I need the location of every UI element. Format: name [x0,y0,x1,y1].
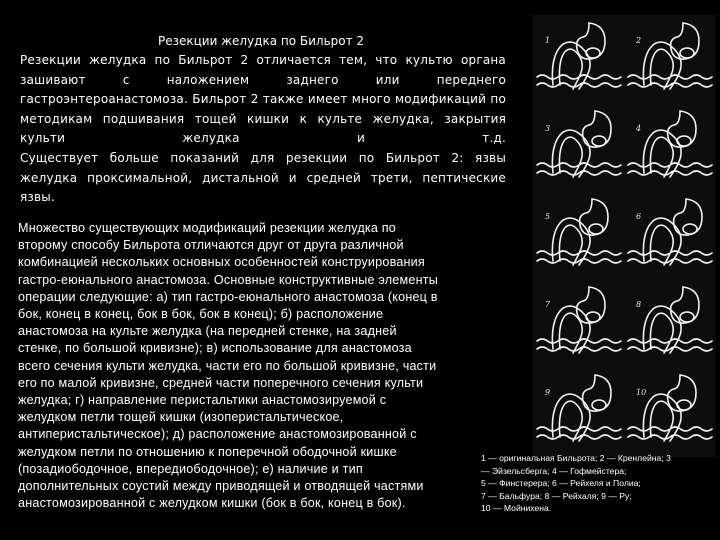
colon-outline [537,259,621,263]
body-line: комбинацией нескольких основных особенностей конструирования [18,255,425,270]
anastomosis-outline [589,224,603,234]
body-line: желудком петли по отношению к поперечной ободочной кишке [18,444,397,459]
body-line: антиперистальтическое); д) расположение анастомозированной с [18,427,417,442]
anastomosis-outline [586,48,600,58]
resection-diagrams-drawing [533,15,715,457]
diagram-number: 8 [636,300,642,309]
colon-outline [537,171,621,175]
anastomosis-outline [680,48,694,58]
body-line: второму способу Бильрота отличаются друг от друга различной [18,238,404,253]
body-line: желудком петли тощей кишки (изоперистальтическое, [18,410,344,425]
colon-outline [628,171,712,175]
diagram-number: 4 [636,124,642,133]
intro-paragraph: Резекции желудка по Бильрот 2 отличается тем, что культю органа зашивают с наложением заднего или переднего гастроэнтероанастомоза. Бильрот 2 также имеет много модификаций по методикам подшивания тощей кишки к культе желудка, закрытия культи желудка и т.д. [20,53,506,146]
colon-outline [628,83,712,87]
body-line: желудка; г) направление перистальтики анастомозируемой с [18,393,387,408]
body-line: стенке, по большой кривизне); в) использование для анастомоза [18,341,412,356]
body-line: (позадиободочное, впередиободочное); е) наличие и тип [18,461,363,476]
body-line: его по малой кривизне, средней части поперечного сечения культи [18,375,424,390]
caption-line: 1 — оригинальная Бильрота; 2 — Кренлейна; 3 [481,453,671,463]
colon-outline [628,347,712,351]
anastomosis-outline [677,400,691,410]
anastomosis-outline [677,136,691,146]
caption-line: 7 — Бальфура; 8 — Рейхаля; 9 — Ру; [481,490,632,501]
diagram-number: 5 [545,212,551,221]
colon-outline [628,435,712,439]
diagram-number: 10 [636,388,647,397]
intro-text [20,51,506,208]
caption-line: 5 — Финстерера; 6 — Рейхеля и Полиа; [481,478,641,488]
colon-outline [537,347,621,351]
diagram-number: 2 [636,36,642,45]
colon-outline [628,259,712,263]
caption-line: 10 — Мойнихена. [481,503,552,513]
caption-line: — Эйзельсберга; 4 — Гофмейстера; [481,465,627,476]
anastomosis-outline [592,400,606,410]
body-line: дополнительных соустий между приводящей и отводящей частями [18,479,424,494]
resection-diagrams-figure [533,15,715,457]
slide-title: Резекции желудка по Бильрот 2 [158,34,365,48]
anastomosis-outline [680,312,694,322]
colon-outline [537,83,621,87]
diagram-number: 7 [545,300,551,309]
diagram-number: 3 [545,124,551,133]
anastomosis-outline [592,136,606,146]
modifications-text [18,220,478,512]
body-line: бок, конец в конец, бок в бок, бок в конец); б) расположение [18,307,384,322]
colon-outline [537,435,621,439]
body-line: всего сечения культи желудка, части его по большой кривизне, части [18,358,437,373]
body-line: анастомоза на культе желудка (на передней стенке, на задней [18,324,397,339]
body-line: гастро-еюнального анастомоза. Основные конструктивные элементы [18,272,438,287]
body-line: анастомозированной с желудком кишки (бок в бок, конец в бок). [18,496,406,511]
body-line: операции следующие: а) тип гастро-еюнального анастомоза (конец в [18,289,438,304]
intro-paragraph: Существует больше показаний для резекции по Бильрот 2: язвы желудка проксимальной, дистальной и средней трети, пептические язвы. [20,150,506,205]
figure-caption [481,452,717,515]
diagram-number: 6 [636,212,642,221]
diagram-number: 1 [545,36,551,45]
anastomosis-outline [586,312,600,322]
body-line: Множество существующих модификаций резекции желудка по [18,221,396,235]
diagram-number: 9 [545,388,551,397]
anastomosis-outline [683,224,697,234]
